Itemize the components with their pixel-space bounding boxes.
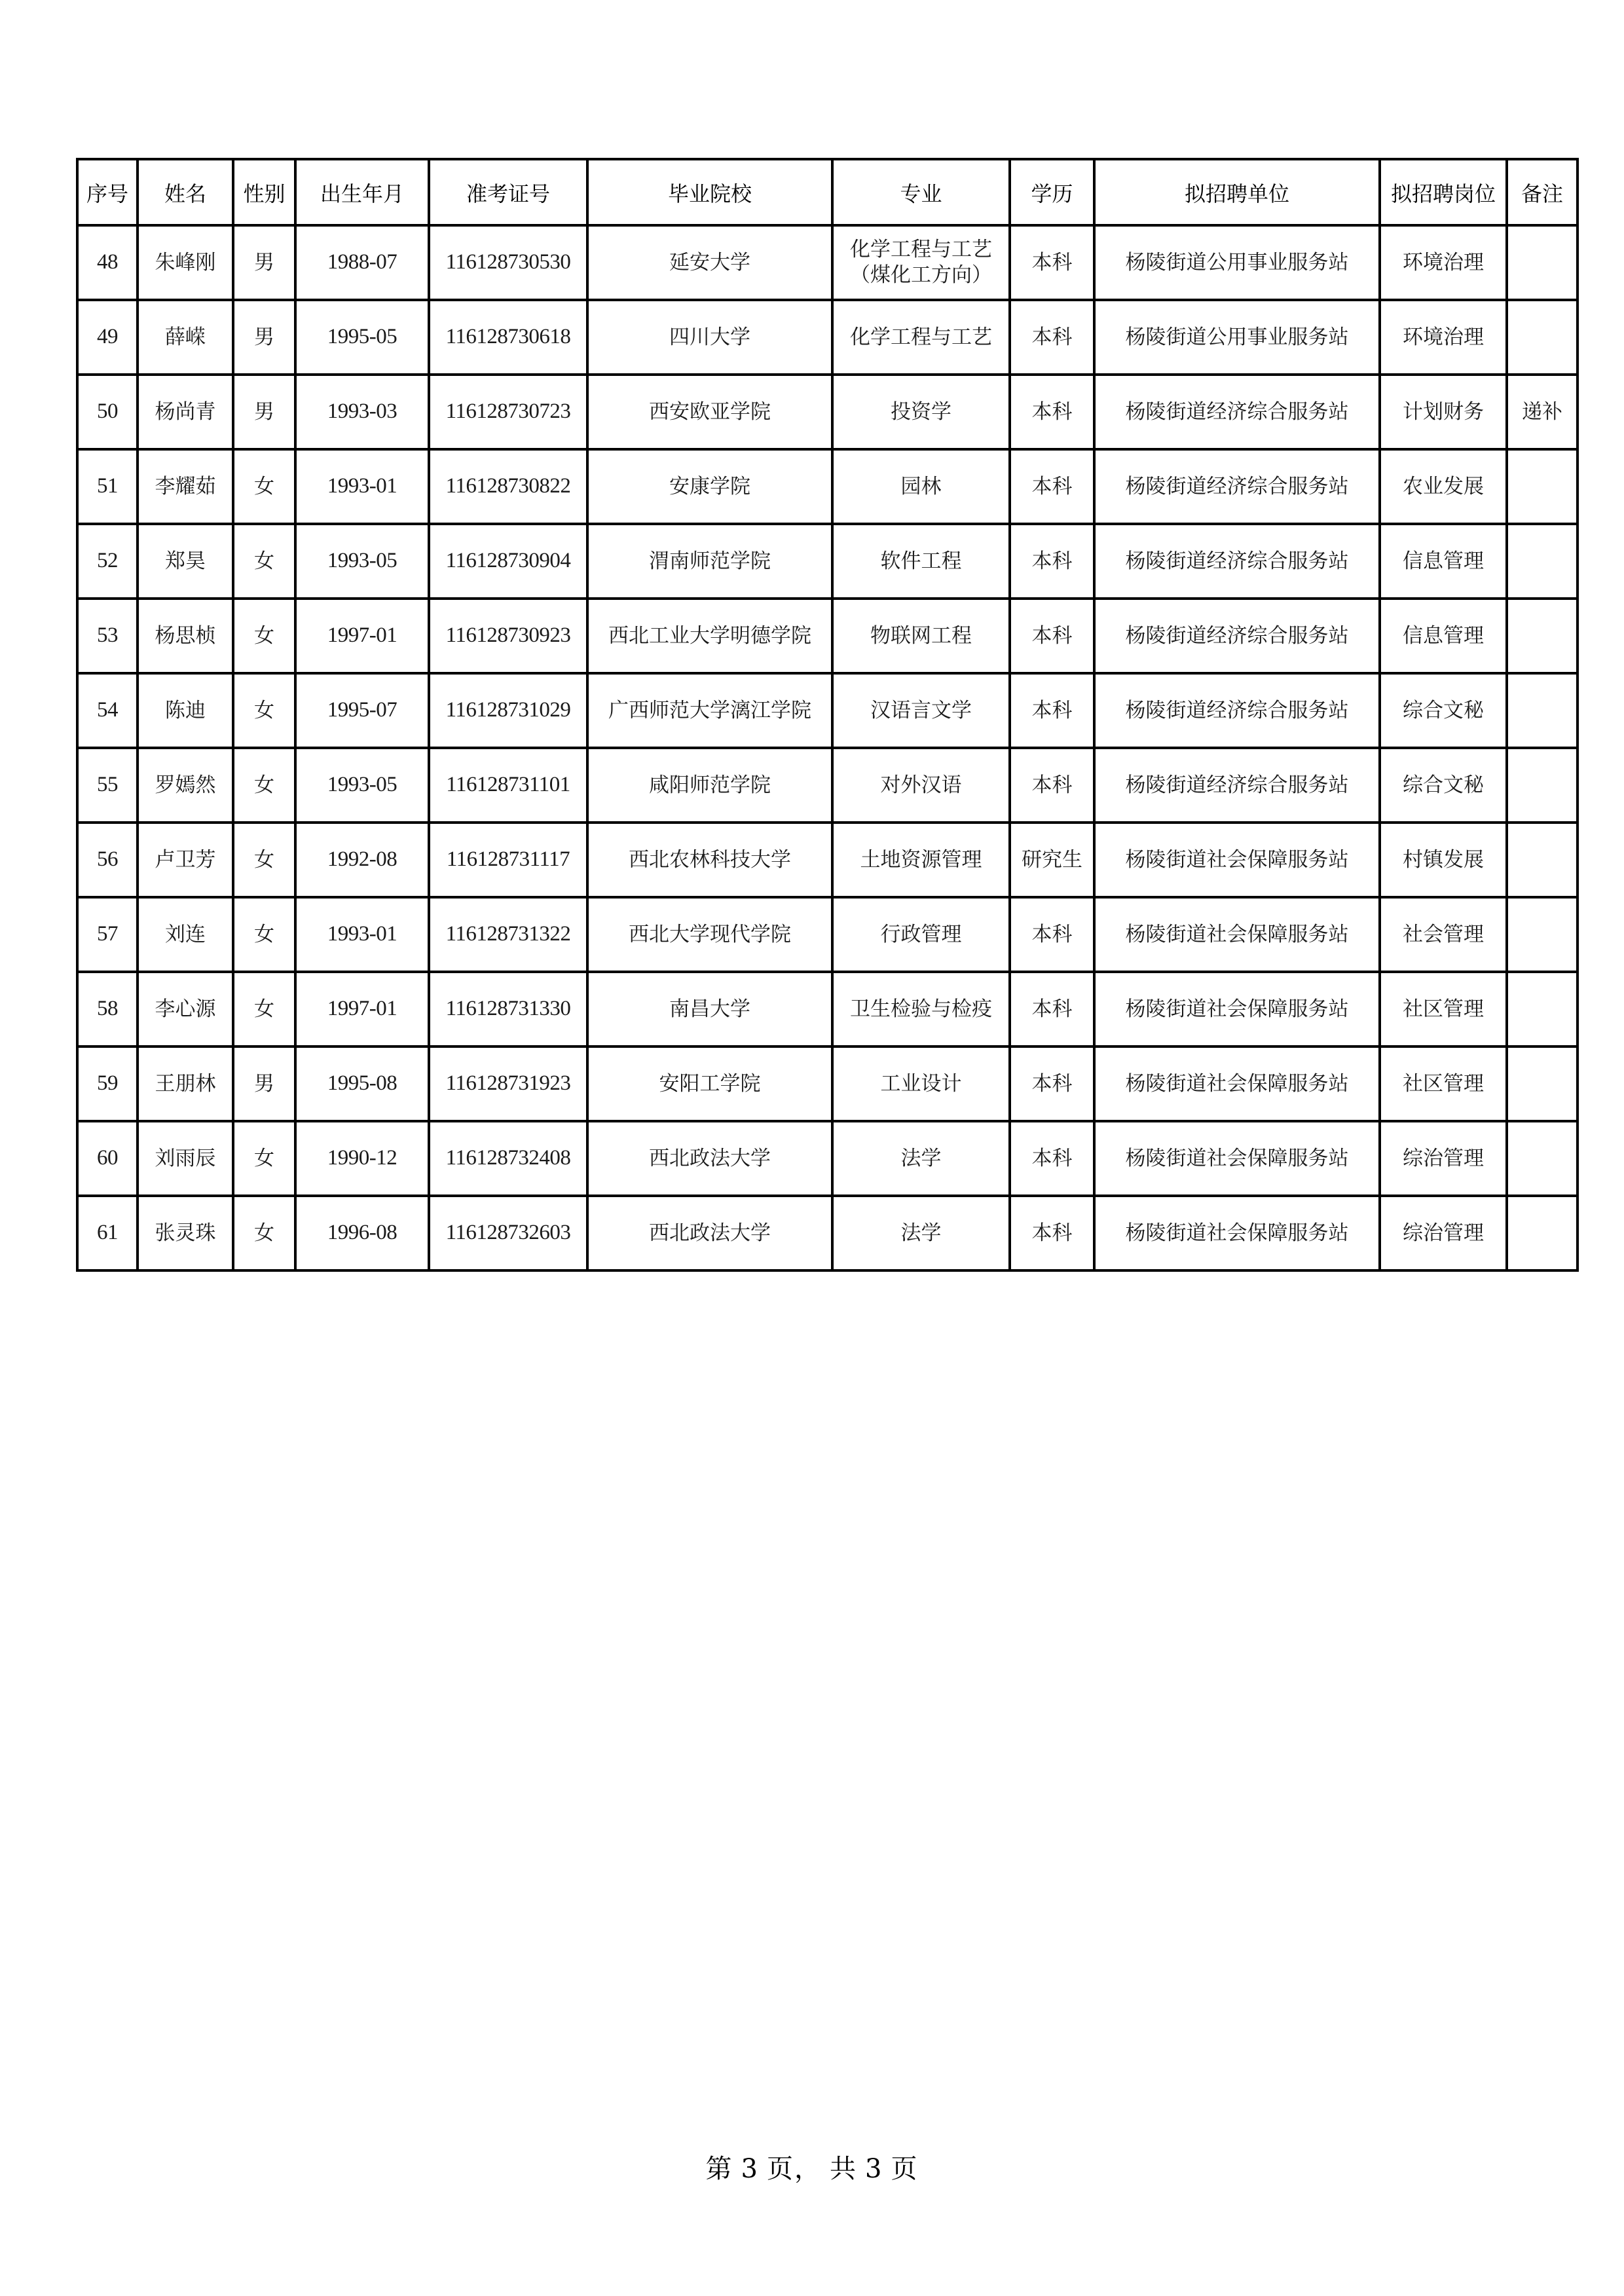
cell-no: 60: [77, 1121, 138, 1196]
header-school: 毕业院校: [587, 159, 832, 225]
cell-major: 化学工程与工艺: [832, 300, 1010, 375]
cell-post: 环境治理: [1380, 300, 1507, 375]
candidate-roster-table: [76, 158, 1579, 1272]
cell-school: 安阳工学院: [587, 1046, 832, 1121]
table-row: [77, 897, 1578, 972]
page-word: 页，: [767, 2154, 822, 2184]
cell-gender: 男: [233, 375, 295, 449]
cell-major: 物联网工程: [832, 599, 1010, 673]
cell-degree: 本科: [1010, 1046, 1094, 1121]
cell-ticket: 116128731330: [429, 972, 587, 1046]
cell-unit: 杨陵街道公用事业服务站: [1094, 300, 1380, 375]
table-row: [77, 449, 1578, 524]
cell-gender: 男: [233, 1046, 295, 1121]
cell-degree: 本科: [1010, 748, 1094, 823]
cell-note: [1507, 449, 1578, 524]
cell-ticket: 116128731029: [429, 673, 587, 748]
cell-name: 杨思桢: [138, 599, 233, 673]
cell-major: 对外汉语: [832, 748, 1010, 823]
cell-no: 55: [77, 748, 138, 823]
current-page-number: 3: [741, 2154, 759, 2184]
header-name: 姓名: [138, 159, 233, 225]
cell-unit: 杨陵街道经济综合服务站: [1094, 524, 1380, 599]
cell-name: 杨尚青: [138, 375, 233, 449]
table-row: [77, 748, 1578, 823]
cell-birth: 1995-05: [295, 300, 429, 375]
cell-major: 行政管理: [832, 897, 1010, 972]
cell-ticket: 116128730822: [429, 449, 587, 524]
cell-post: 社会管理: [1380, 897, 1507, 972]
cell-unit: 杨陵街道经济综合服务站: [1094, 673, 1380, 748]
cell-note: [1507, 1196, 1578, 1270]
cell-name: 李心源: [138, 972, 233, 1046]
cell-note: [1507, 972, 1578, 1046]
table-row: [77, 375, 1578, 449]
header-unit: 拟招聘单位: [1094, 159, 1380, 225]
cell-no: 51: [77, 449, 138, 524]
cell-name: 刘雨辰: [138, 1121, 233, 1196]
cell-ticket: 116128732603: [429, 1196, 587, 1270]
cell-birth: 1995-08: [295, 1046, 429, 1121]
cell-post: 信息管理: [1380, 524, 1507, 599]
cell-birth: 1995-07: [295, 673, 429, 748]
cell-ticket: 116128731101: [429, 748, 587, 823]
cell-name: 郑昊: [138, 524, 233, 599]
cell-note: [1507, 300, 1578, 375]
cell-unit: 杨陵街道经济综合服务站: [1094, 449, 1380, 524]
table-row: [77, 599, 1578, 673]
header-birth: 出生年月: [295, 159, 429, 225]
cell-gender: 女: [233, 1121, 295, 1196]
cell-name: 罗嫣然: [138, 748, 233, 823]
cell-school: 南昌大学: [587, 972, 832, 1046]
header-gender: 性别: [233, 159, 295, 225]
cell-degree: 本科: [1010, 673, 1094, 748]
header-post: 拟招聘岗位: [1380, 159, 1507, 225]
cell-no: 49: [77, 300, 138, 375]
cell-major: 土地资源管理: [832, 823, 1010, 897]
cell-note: [1507, 748, 1578, 823]
cell-ticket: 116128731322: [429, 897, 587, 972]
cell-degree: 本科: [1010, 972, 1094, 1046]
cell-unit: 杨陵街道经济综合服务站: [1094, 375, 1380, 449]
cell-school: 西安欧亚学院: [587, 375, 832, 449]
cell-birth: 1992-08: [295, 823, 429, 897]
cell-unit: 杨陵街道社会保障服务站: [1094, 1196, 1380, 1270]
cell-no: 54: [77, 673, 138, 748]
page-suffix: 页: [891, 2154, 919, 2184]
cell-school: 西北农林科技大学: [587, 823, 832, 897]
cell-note: [1507, 1121, 1578, 1196]
header-no: 序号: [77, 159, 138, 225]
cell-no: 57: [77, 897, 138, 972]
cell-ticket: 116128731923: [429, 1046, 587, 1121]
major-line-2: （煤化工方向）: [850, 263, 992, 287]
cell-note: [1507, 823, 1578, 897]
header-row: [77, 159, 1578, 225]
cell-post: 综合文秘: [1380, 748, 1507, 823]
major-line-1: 化学工程与工艺: [850, 238, 992, 262]
cell-gender: 女: [233, 897, 295, 972]
header-major: 专业: [832, 159, 1010, 225]
cell-degree: 本科: [1010, 300, 1094, 375]
cell-post: 农业发展: [1380, 449, 1507, 524]
cell-post: 计划财务: [1380, 375, 1507, 449]
table-row: [77, 1046, 1578, 1121]
cell-note: 递补: [1507, 375, 1578, 449]
cell-unit: 杨陵街道社会保障服务站: [1094, 823, 1380, 897]
cell-unit: 杨陵街道社会保障服务站: [1094, 897, 1380, 972]
cell-post: 综治管理: [1380, 1121, 1507, 1196]
cell-post: 村镇发展: [1380, 823, 1507, 897]
cell-ticket: 116128730904: [429, 524, 587, 599]
cell-birth: 1993-05: [295, 748, 429, 823]
cell-name: 陈迪: [138, 673, 233, 748]
cell-gender: 女: [233, 673, 295, 748]
cell-ticket: 116128732408: [429, 1121, 587, 1196]
header-ticket: 准考证号: [429, 159, 587, 225]
cell-post: 社区管理: [1380, 972, 1507, 1046]
cell-note: [1507, 673, 1578, 748]
cell-major: 软件工程: [832, 524, 1010, 599]
cell-gender: 女: [233, 823, 295, 897]
cell-name: 张灵珠: [138, 1196, 233, 1270]
cell-major: 工业设计: [832, 1046, 1010, 1121]
cell-gender: 女: [233, 599, 295, 673]
cell-unit: 杨陵街道经济综合服务站: [1094, 599, 1380, 673]
cell-name: 朱峰刚: [138, 225, 233, 300]
cell-major: 法学: [832, 1196, 1010, 1270]
table-row: [77, 300, 1578, 375]
cell-note: [1507, 524, 1578, 599]
table-row: [77, 524, 1578, 599]
cell-degree: 本科: [1010, 449, 1094, 524]
cell-major: 投资学: [832, 375, 1010, 449]
cell-degree: 本科: [1010, 225, 1094, 300]
cell-birth: 1996-08: [295, 1196, 429, 1270]
cell-name: 卢卫芳: [138, 823, 233, 897]
cell-gender: 男: [233, 225, 295, 300]
cell-unit: 杨陵街道公用事业服务站: [1094, 225, 1380, 300]
cell-unit: 杨陵街道社会保障服务站: [1094, 972, 1380, 1046]
cell-gender: 女: [233, 748, 295, 823]
cell-school: 西北政法大学: [587, 1121, 832, 1196]
cell-post: 社区管理: [1380, 1046, 1507, 1121]
cell-note: [1507, 1046, 1578, 1121]
cell-school: 西北工业大学明德学院: [587, 599, 832, 673]
cell-school: 渭南师范学院: [587, 524, 832, 599]
cell-name: 李耀茹: [138, 449, 233, 524]
cell-school: 广西师范大学漓江学院: [587, 673, 832, 748]
cell-major: 法学: [832, 1121, 1010, 1196]
cell-degree: 研究生: [1010, 823, 1094, 897]
header-degree: 学历: [1010, 159, 1094, 225]
cell-major: 卫生检验与检疫: [832, 972, 1010, 1046]
cell-no: 53: [77, 599, 138, 673]
cell-no: 52: [77, 524, 138, 599]
cell-ticket: 116128731117: [429, 823, 587, 897]
cell-name: 刘连: [138, 897, 233, 972]
cell-unit: 杨陵街道社会保障服务站: [1094, 1046, 1380, 1121]
table-row: [77, 972, 1578, 1046]
cell-gender: 女: [233, 449, 295, 524]
cell-major: 汉语言文学: [832, 673, 1010, 748]
cell-ticket: 116128730923: [429, 599, 587, 673]
cell-gender: 女: [233, 524, 295, 599]
cell-school: 安康学院: [587, 449, 832, 524]
table-body: [77, 225, 1578, 1270]
cell-post: 综治管理: [1380, 1196, 1507, 1270]
cell-degree: 本科: [1010, 524, 1094, 599]
cell-degree: 本科: [1010, 897, 1094, 972]
cell-school: 延安大学: [587, 225, 832, 300]
cell-birth: 1993-01: [295, 449, 429, 524]
cell-unit: 杨陵街道经济综合服务站: [1094, 748, 1380, 823]
cell-school: 西北政法大学: [587, 1196, 832, 1270]
cell-name: 王朋林: [138, 1046, 233, 1121]
cell-school: 咸阳师范学院: [587, 748, 832, 823]
table-header: [77, 159, 1578, 225]
cell-no: 58: [77, 972, 138, 1046]
table-row: [77, 1196, 1578, 1270]
cell-school: 西北大学现代学院: [587, 897, 832, 972]
cell-birth: 1993-05: [295, 524, 429, 599]
cell-post: 综合文秘: [1380, 673, 1507, 748]
cell-degree: 本科: [1010, 599, 1094, 673]
header-note: 备注: [1507, 159, 1578, 225]
cell-gender: 女: [233, 972, 295, 1046]
cell-major: 园林: [832, 449, 1010, 524]
cell-no: 48: [77, 225, 138, 300]
cell-unit: 杨陵街道社会保障服务站: [1094, 1121, 1380, 1196]
cell-ticket: 116128730618: [429, 300, 587, 375]
cell-major: [832, 225, 1010, 300]
cell-no: 56: [77, 823, 138, 897]
cell-no: 59: [77, 1046, 138, 1121]
cell-birth: 1988-07: [295, 225, 429, 300]
table-row: [77, 673, 1578, 748]
cell-gender: 男: [233, 300, 295, 375]
total-page-count: 3: [865, 2154, 883, 2184]
table-row: [77, 1121, 1578, 1196]
total-prefix: 共: [830, 2154, 857, 2184]
cell-degree: 本科: [1010, 1121, 1094, 1196]
cell-note: [1507, 225, 1578, 300]
cell-note: [1507, 599, 1578, 673]
table-row: [77, 823, 1578, 897]
cell-birth: 1993-03: [295, 375, 429, 449]
cell-degree: 本科: [1010, 1196, 1094, 1270]
table-row: [77, 225, 1578, 300]
cell-name: 薛嵘: [138, 300, 233, 375]
cell-post: 环境治理: [1380, 225, 1507, 300]
cell-no: 50: [77, 375, 138, 449]
cell-gender: 女: [233, 1196, 295, 1270]
cell-no: 61: [77, 1196, 138, 1270]
cell-ticket: 116128730530: [429, 225, 587, 300]
cell-ticket: 116128730723: [429, 375, 587, 449]
cell-post: 信息管理: [1380, 599, 1507, 673]
cell-note: [1507, 897, 1578, 972]
page-prefix: 第: [705, 2154, 733, 2184]
cell-school: 四川大学: [587, 300, 832, 375]
cell-birth: 1997-01: [295, 599, 429, 673]
page-footer: [0, 2148, 1624, 2185]
cell-birth: 1990-12: [295, 1121, 429, 1196]
cell-birth: 1997-01: [295, 972, 429, 1046]
cell-birth: 1993-01: [295, 897, 429, 972]
cell-degree: 本科: [1010, 375, 1094, 449]
